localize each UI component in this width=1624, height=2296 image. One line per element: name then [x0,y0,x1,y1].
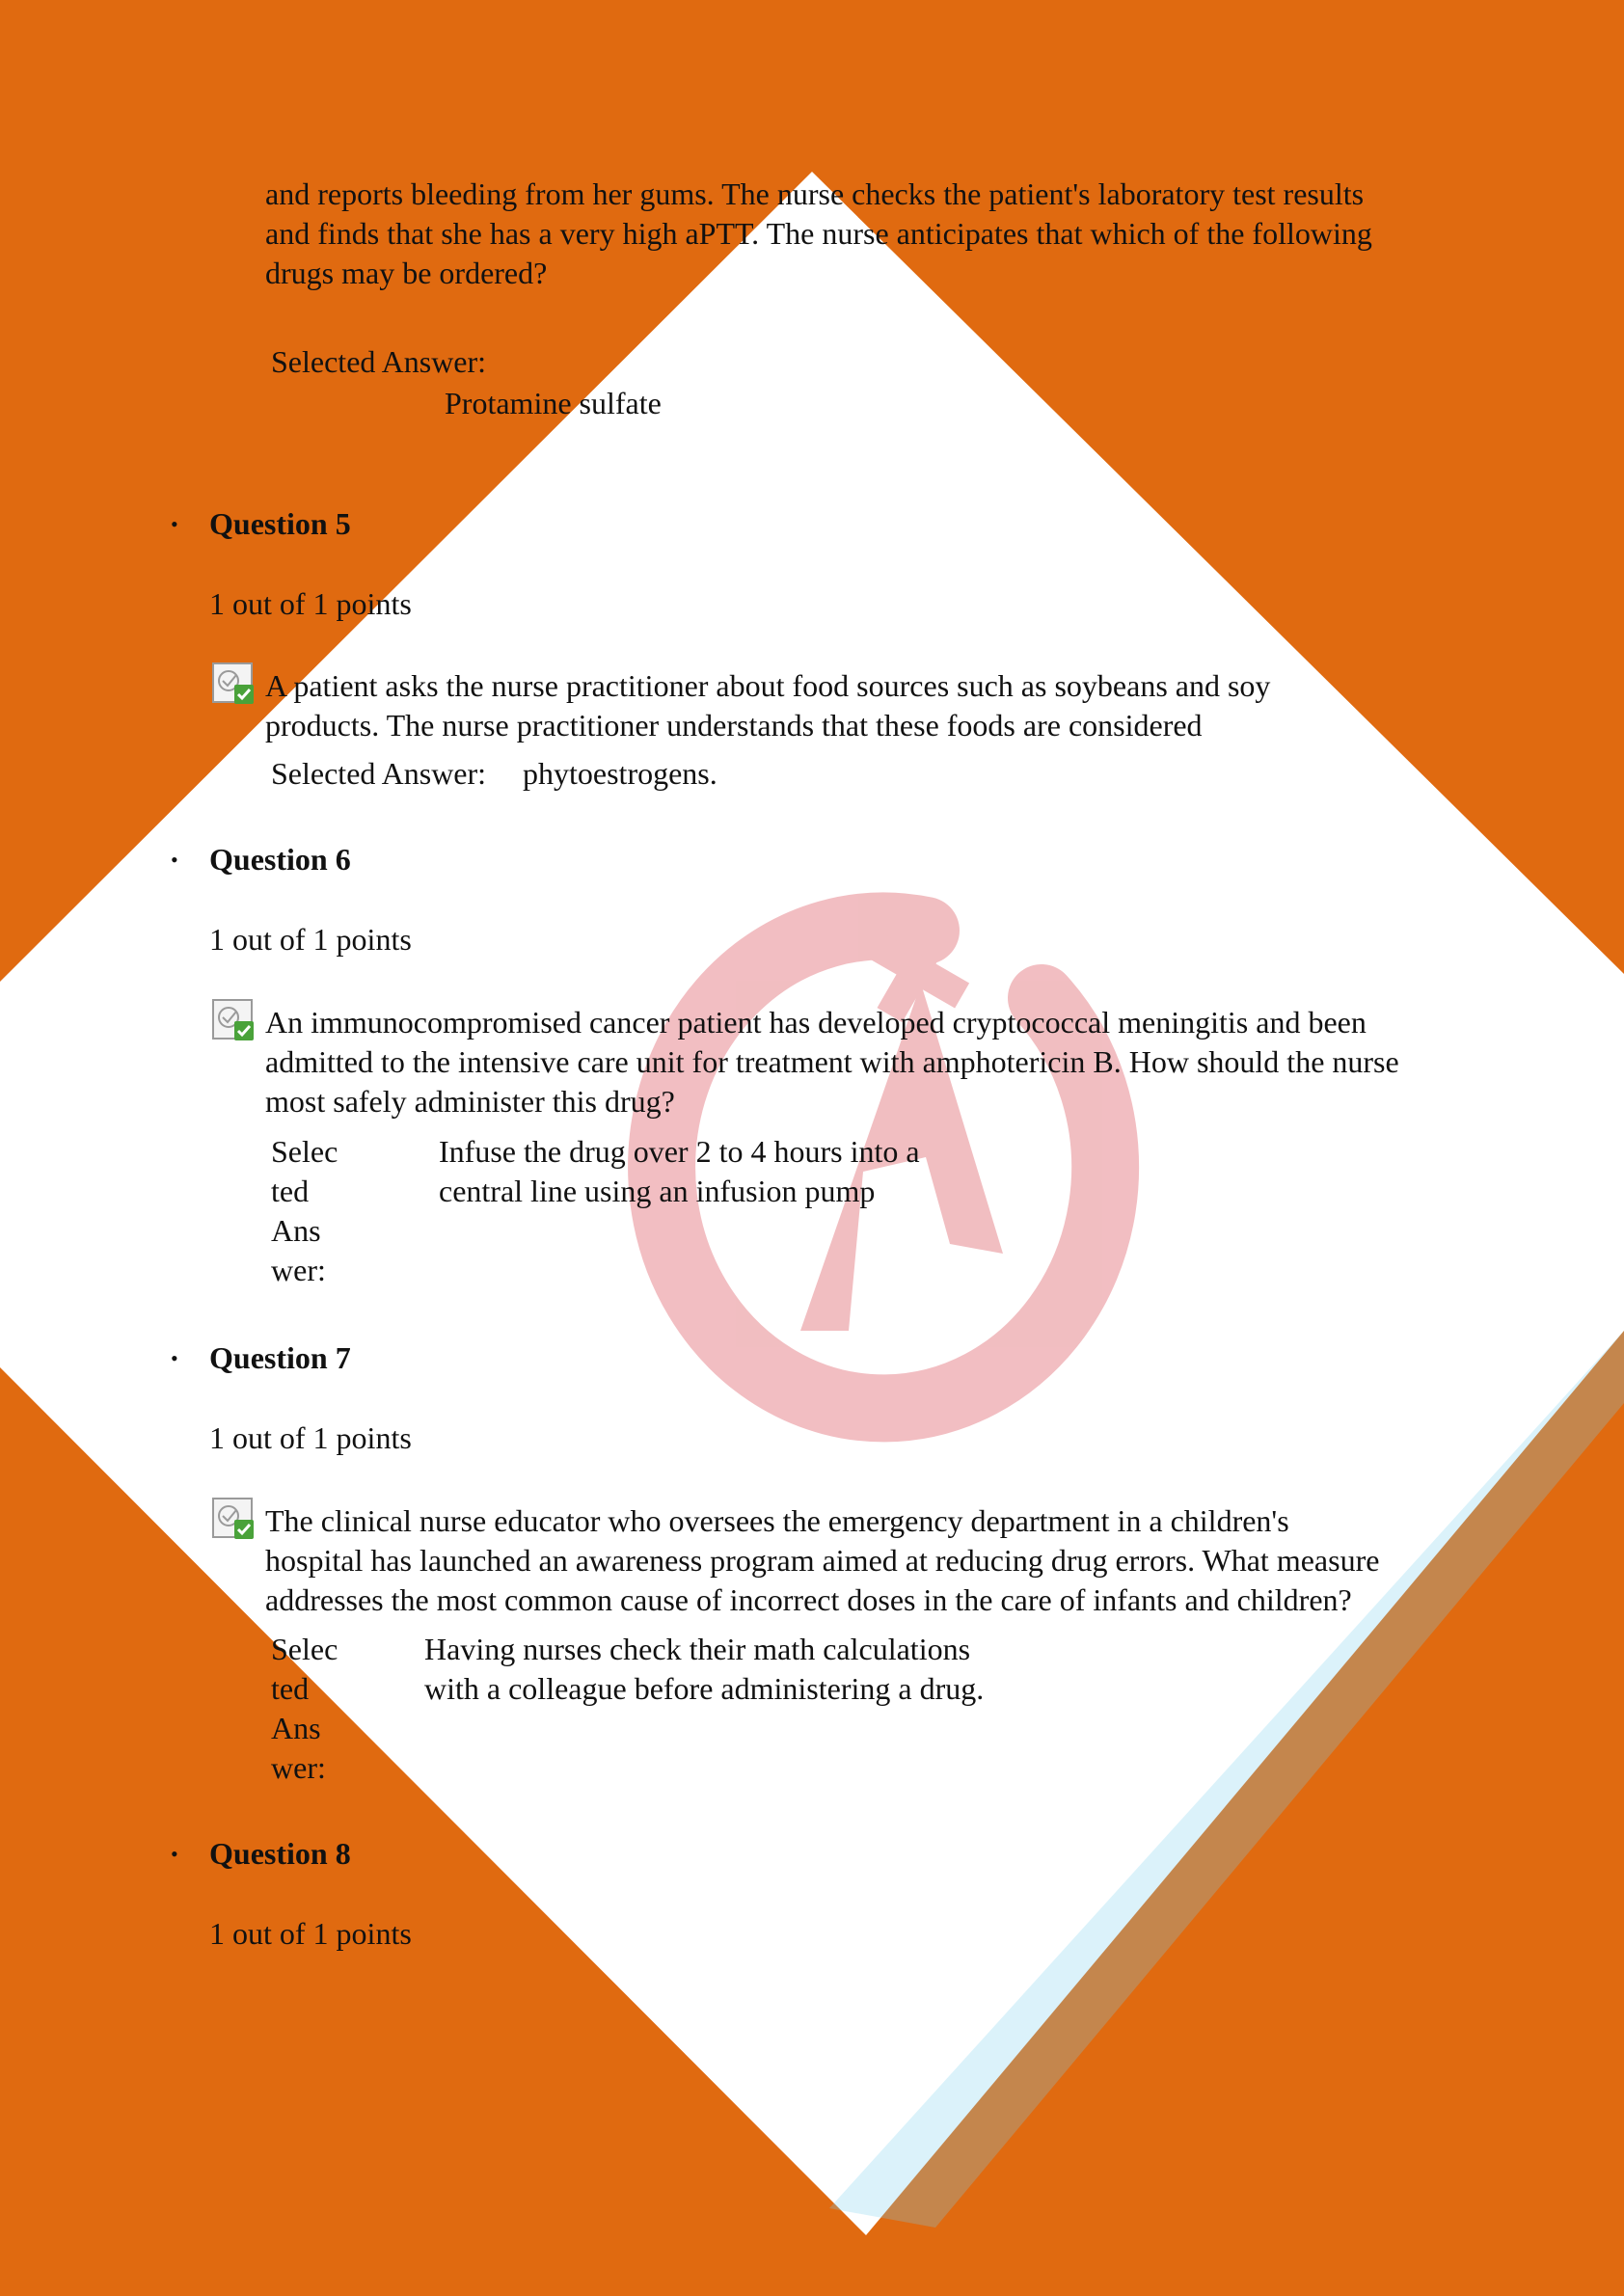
question-7-selected-label-part-3: Ans [271,1711,321,1745]
question-5-text-line-1: A patient asks the nurse practitioner about food sources such as soybeans and soy [265,668,1271,703]
intro-line-1: and reports bleeding from her gums. The nurse checks the patient's laboratory test results [265,176,1365,211]
intro-line-3: drugs may be ordered? [265,256,548,290]
question-5-text-line-2: products. The nurse practitioner understands that these foods are considered [265,708,1203,743]
question-5-points: 1 out of 1 points [209,586,412,621]
question-6-text-line-3: most safely administer this drug? [265,1084,675,1119]
question-7-text-line-1: The clinical nurse educator who oversees the emergency department in a children's [265,1503,1289,1538]
bullet-icon: • [171,1346,178,1370]
question-6-points: 1 out of 1 points [209,922,412,957]
bullet-icon: • [171,848,178,872]
question-7-points: 1 out of 1 points [209,1420,412,1455]
question-6-selected-label-part-4: wer: [271,1253,326,1287]
correct-answer-icon [211,662,256,706]
question-7-answer-line-1: Having nurses check their math calculations [424,1632,971,1666]
question-6-selected-label-part-3: Ans [271,1213,321,1248]
intro-selected-answer: Protamine sulfate [445,386,662,420]
question-8-points: 1 out of 1 points [209,1916,412,1951]
question-6-title: Question 6 [209,842,351,877]
question-6-text-line-2: admitted to the intensive care unit for treatment with amphotericin B. How should the nurse [265,1044,1399,1079]
question-7-answer-line-2: with a colleague before administering a drug. [424,1671,985,1706]
question-6-answer-line-2: central line using an infusion pump [439,1174,876,1208]
question-7-title: Question 7 [209,1340,351,1375]
question-5-title: Question 5 [209,506,351,541]
question-7-text-line-3: addresses the most common cause of incorrect doses in the care of infants and children? [265,1582,1352,1617]
question-6-answer-line-1: Infuse the drug over 2 to 4 hours into a [439,1134,920,1169]
question-7-selected-label-part-2: ted [271,1671,310,1706]
correct-answer-icon [211,1497,256,1541]
intro-line-2: and finds that she has a very high aPTT. The nurse anticipates that which of the following [265,216,1372,251]
question-5-answer: phytoestrogens. [523,756,717,791]
question-7-selected-label-part-1: Selec [271,1632,338,1666]
question-8-title: Question 8 [209,1836,351,1871]
question-5-selected-label: Selected Answer: [271,756,487,791]
question-6-text-line-1: An immunocompromised cancer patient has developed cryptococcal meningitis and been [265,1005,1367,1040]
question-7-selected-label-part-4: wer: [271,1750,326,1785]
intro-selected-label: Selected Answer: [271,344,487,379]
question-6-selected-label-part-1: Selec [271,1134,338,1169]
bullet-icon: • [171,1842,178,1866]
question-7-text-line-2: hospital has launched an awareness program aimed at reducing drug errors. What measure [265,1543,1380,1578]
correct-answer-icon [211,998,256,1042]
question-6-selected-label-part-2: ted [271,1174,310,1208]
bullet-icon: • [171,512,178,536]
